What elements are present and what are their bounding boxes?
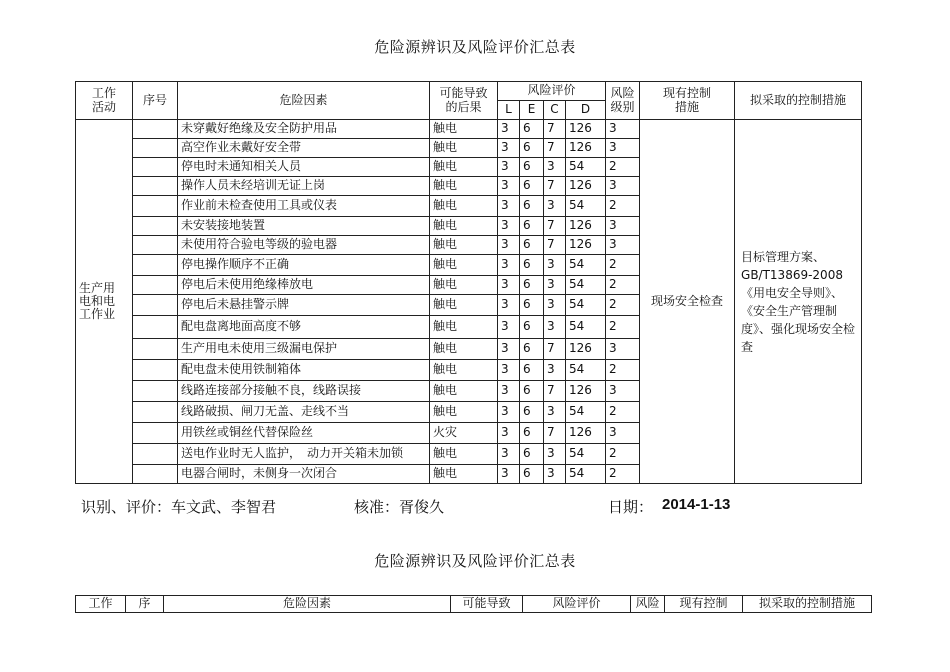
row-seq — [133, 177, 178, 196]
row-c: 3 — [544, 444, 566, 465]
row-consequence: 触电 — [430, 276, 498, 295]
row-seq — [133, 217, 178, 236]
row-seq — [133, 465, 178, 484]
row-l: 3 — [498, 402, 520, 423]
row-d: 54 — [566, 255, 606, 276]
row-e: 6 — [520, 276, 544, 295]
row-risk-level: 2 — [606, 276, 640, 295]
row-seq — [133, 196, 178, 217]
row-l: 3 — [498, 177, 520, 196]
row-e: 6 — [520, 120, 544, 139]
row-l: 3 — [498, 196, 520, 217]
row-c: 3 — [544, 465, 566, 484]
row-consequence: 触电 — [430, 255, 498, 276]
row-hazard: 停电后未悬挂警示牌 — [178, 295, 430, 316]
header2-existing-control: 现有控制 — [665, 596, 743, 613]
row-hazard: 送电作业时无人监护， 动力开关箱未加锁 — [178, 444, 430, 465]
row-d: 126 — [566, 423, 606, 444]
row-c: 3 — [544, 295, 566, 316]
row-l: 3 — [498, 465, 520, 484]
row-l: 3 — [498, 423, 520, 444]
row-c: 7 — [544, 381, 566, 402]
row-hazard: 停电操作顺序不正确 — [178, 255, 430, 276]
header2-seq: 序 — [126, 596, 164, 613]
row-seq — [133, 402, 178, 423]
row-d: 54 — [566, 360, 606, 381]
row-l: 3 — [498, 217, 520, 236]
row-e: 6 — [520, 139, 544, 158]
header2-risk-level: 风险 — [631, 596, 665, 613]
row-l: 3 — [498, 236, 520, 255]
row-l: 3 — [498, 316, 520, 339]
row-risk-level: 2 — [606, 444, 640, 465]
row-c: 3 — [544, 276, 566, 295]
row-seq — [133, 316, 178, 339]
row-l: 3 — [498, 276, 520, 295]
existing-control-cell: 现场安全检查 — [640, 120, 735, 484]
header-consequence: 可能导致 的后果 — [430, 82, 498, 120]
row-e: 6 — [520, 158, 544, 177]
header-l: L — [498, 101, 520, 120]
row-hazard: 操作人员未经培训无证上岗 — [178, 177, 430, 196]
work-activity-cell: 生产用 电和电 工作业 — [76, 120, 133, 484]
row-d: 54 — [566, 196, 606, 217]
header-risk-eval: 风险评价 — [498, 82, 606, 101]
footer-date: 2014-1-13 — [662, 496, 731, 513]
footer-identifier: 识别、评价：车文武、李智君 — [81, 498, 277, 516]
row-consequence: 触电 — [430, 158, 498, 177]
row-c: 3 — [544, 360, 566, 381]
header2-activity: 工作 — [76, 596, 126, 613]
row-risk-level: 3 — [606, 339, 640, 360]
row-consequence: 触电 — [430, 360, 498, 381]
row-hazard: 停电时未通知相关人员 — [178, 158, 430, 177]
risk-assessment-table — [75, 81, 862, 484]
row-c: 7 — [544, 339, 566, 360]
row-d: 126 — [566, 339, 606, 360]
row-l: 3 — [498, 339, 520, 360]
row-d: 54 — [566, 465, 606, 484]
header2-proposed-control: 拟采取的控制措施 — [743, 596, 872, 613]
row-c: 3 — [544, 158, 566, 177]
row-risk-level: 2 — [606, 360, 640, 381]
footer-approver: 核准：胥俊久 — [354, 498, 445, 516]
row-risk-level: 2 — [606, 465, 640, 484]
row-risk-level: 3 — [606, 423, 640, 444]
table-row — [76, 120, 862, 139]
row-consequence: 触电 — [430, 381, 498, 402]
row-d: 54 — [566, 402, 606, 423]
row-seq — [133, 423, 178, 444]
row-consequence: 触电 — [430, 339, 498, 360]
page-title-2: 危险源辨识及风险评价汇总表 — [374, 552, 576, 570]
row-hazard: 未安装接地装置 — [178, 217, 430, 236]
row-consequence: 触电 — [430, 177, 498, 196]
row-d: 126 — [566, 139, 606, 158]
row-e: 6 — [520, 196, 544, 217]
row-hazard: 线路连接部分接触不良，线路误接 — [178, 381, 430, 402]
row-seq — [133, 295, 178, 316]
row-seq — [133, 255, 178, 276]
row-e: 6 — [520, 295, 544, 316]
row-consequence: 触电 — [430, 217, 498, 236]
proposed-control-cell: 目标管理方案、GB/T13869-2008《用电安全导则》、《安全生产管理制度》、强化现场安全检查 — [735, 120, 862, 484]
row-e: 6 — [520, 360, 544, 381]
header-risk-level: 风险 级别 — [606, 82, 640, 120]
row-seq — [133, 139, 178, 158]
row-c: 7 — [544, 217, 566, 236]
row-hazard: 作业前未检查使用工具或仪表 — [178, 196, 430, 217]
header-activity: 工作 活动 — [76, 82, 133, 120]
row-d: 54 — [566, 295, 606, 316]
row-e: 6 — [520, 423, 544, 444]
row-d: 54 — [566, 316, 606, 339]
row-seq — [133, 339, 178, 360]
row-hazard: 配电盘离地面高度不够 — [178, 316, 430, 339]
row-d: 54 — [566, 276, 606, 295]
row-c: 7 — [544, 177, 566, 196]
row-hazard: 未穿戴好绝缘及安全防护用品 — [178, 120, 430, 139]
row-d: 126 — [566, 120, 606, 139]
row-c: 7 — [544, 120, 566, 139]
row-d: 126 — [566, 177, 606, 196]
header2-risk-eval: 风险评价 — [523, 596, 631, 613]
row-c: 3 — [544, 196, 566, 217]
row-e: 6 — [520, 381, 544, 402]
row-seq — [133, 360, 178, 381]
row-e: 6 — [520, 402, 544, 423]
row-risk-level: 3 — [606, 381, 640, 402]
header-c: C — [544, 101, 566, 120]
row-risk-level: 3 — [606, 217, 640, 236]
row-l: 3 — [498, 139, 520, 158]
row-consequence: 触电 — [430, 465, 498, 484]
header-e: E — [520, 101, 544, 120]
row-l: 3 — [498, 255, 520, 276]
row-l: 3 — [498, 444, 520, 465]
header-proposed-control: 拟采取的控制措施 — [735, 82, 862, 120]
row-consequence: 触电 — [430, 444, 498, 465]
row-risk-level: 2 — [606, 196, 640, 217]
row-seq — [133, 236, 178, 255]
page-title: 危险源辨识及风险评价汇总表 — [374, 38, 576, 56]
row-hazard: 电器合闸时，未侧身一次闭合 — [178, 465, 430, 484]
row-risk-level: 2 — [606, 295, 640, 316]
row-hazard: 用铁丝或铜丝代替保险丝 — [178, 423, 430, 444]
row-hazard: 线路破损、闸刀无盖、走线不当 — [178, 402, 430, 423]
header-existing-control: 现有控制 措施 — [640, 82, 735, 120]
row-risk-level: 3 — [606, 236, 640, 255]
header2-consequence: 可能导致 — [451, 596, 523, 613]
row-hazard: 配电盘未使用铁制箱体 — [178, 360, 430, 381]
row-consequence: 触电 — [430, 196, 498, 217]
row-d: 126 — [566, 217, 606, 236]
header2-hazard: 危险因素 — [164, 596, 451, 613]
row-consequence: 触电 — [430, 316, 498, 339]
row-l: 3 — [498, 120, 520, 139]
row-l: 3 — [498, 295, 520, 316]
row-d: 54 — [566, 444, 606, 465]
row-e: 6 — [520, 217, 544, 236]
risk-assessment-table-2 — [75, 595, 872, 613]
row-c: 7 — [544, 139, 566, 158]
row-c: 7 — [544, 423, 566, 444]
row-risk-level: 2 — [606, 255, 640, 276]
row-e: 6 — [520, 255, 544, 276]
row-hazard: 高空作业未戴好安全带 — [178, 139, 430, 158]
header-hazard: 危险因素 — [178, 82, 430, 120]
row-c: 3 — [544, 316, 566, 339]
row-l: 3 — [498, 158, 520, 177]
row-consequence: 触电 — [430, 139, 498, 158]
row-risk-level: 2 — [606, 402, 640, 423]
row-hazard: 停电后未使用绝缘棒放电 — [178, 276, 430, 295]
row-consequence: 触电 — [430, 295, 498, 316]
row-e: 6 — [520, 339, 544, 360]
row-e: 6 — [520, 236, 544, 255]
row-d: 54 — [566, 158, 606, 177]
row-c: 3 — [544, 255, 566, 276]
row-consequence: 触电 — [430, 402, 498, 423]
row-risk-level: 3 — [606, 120, 640, 139]
row-risk-level: 3 — [606, 177, 640, 196]
row-l: 3 — [498, 381, 520, 402]
row-hazard: 未使用符合验电等级的验电器 — [178, 236, 430, 255]
row-seq — [133, 120, 178, 139]
row-risk-level: 2 — [606, 158, 640, 177]
row-e: 6 — [520, 465, 544, 484]
row-consequence: 触电 — [430, 120, 498, 139]
row-consequence: 火灾 — [430, 423, 498, 444]
row-hazard: 生产用电未使用三级漏电保护 — [178, 339, 430, 360]
row-seq — [133, 381, 178, 402]
header-d: D — [566, 101, 606, 120]
row-d: 126 — [566, 381, 606, 402]
row-e: 6 — [520, 177, 544, 196]
row-risk-level: 3 — [606, 139, 640, 158]
row-e: 6 — [520, 444, 544, 465]
row-l: 3 — [498, 360, 520, 381]
row-e: 6 — [520, 316, 544, 339]
row-seq — [133, 276, 178, 295]
row-seq — [133, 158, 178, 177]
row-consequence: 触电 — [430, 236, 498, 255]
row-c: 3 — [544, 402, 566, 423]
footer-date-label: 日期： — [608, 498, 654, 516]
row-c: 7 — [544, 236, 566, 255]
header-seq: 序号 — [133, 82, 178, 120]
row-seq — [133, 444, 178, 465]
row-risk-level: 2 — [606, 316, 640, 339]
row-d: 126 — [566, 236, 606, 255]
